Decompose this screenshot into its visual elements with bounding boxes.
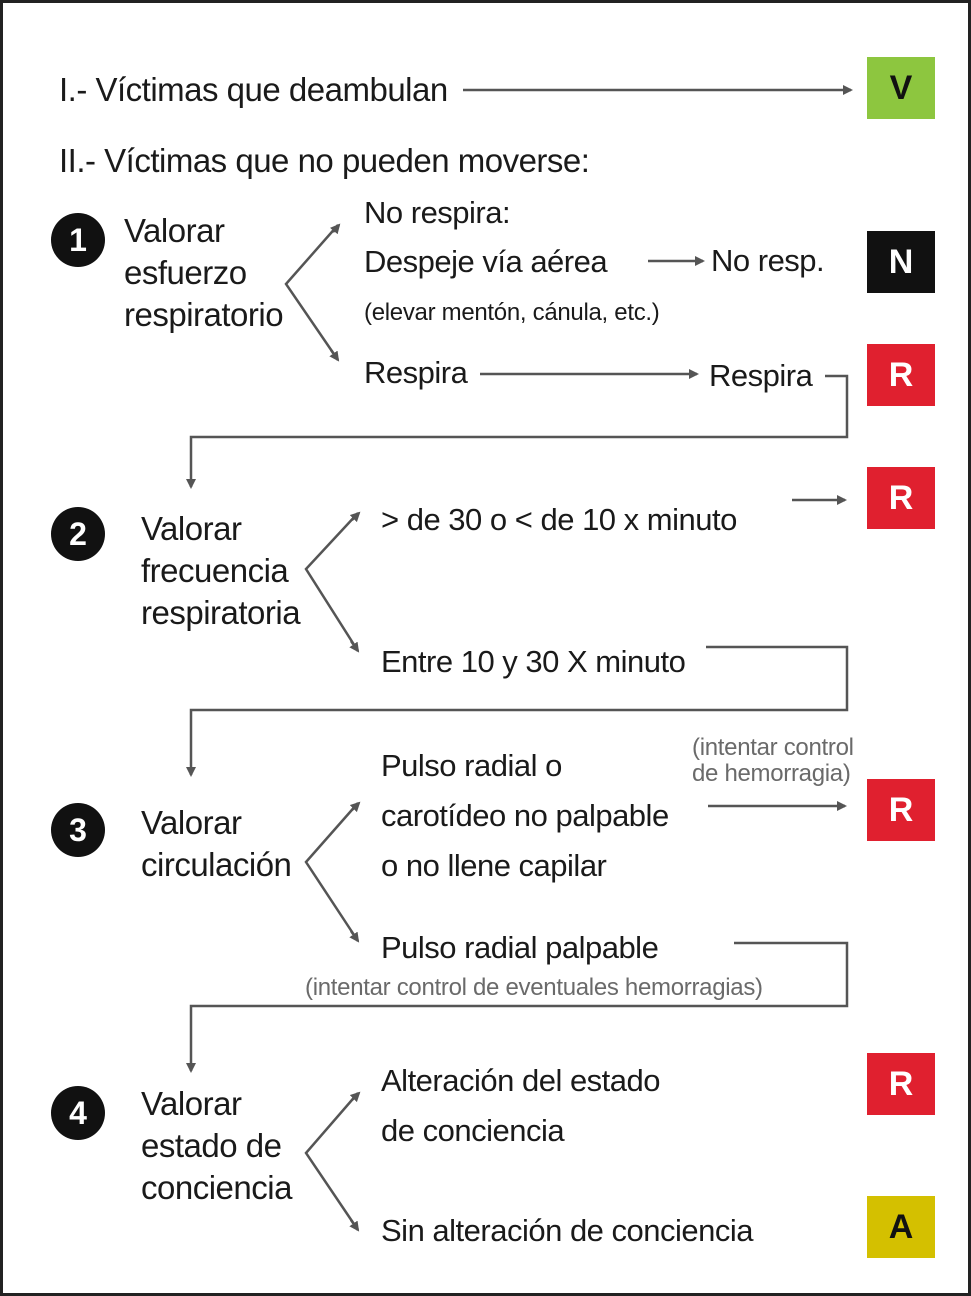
badge-red-r-4: R <box>867 1053 935 1115</box>
high-low-text: > de 30 o < de 10 x minuto <box>381 502 737 537</box>
no-respira-text: No respira: <box>364 195 511 230</box>
badge-red-r-2: R <box>867 467 935 529</box>
arrow-head-down-1 <box>331 350 338 360</box>
no-pulse-text: Pulso radial o carotídeo no palpable o no llene capilar <box>381 748 669 883</box>
step-3-label: Valorar circulación <box>141 804 292 883</box>
step-1-number: 1 <box>51 213 105 267</box>
step-2-number: 2 <box>51 507 105 561</box>
not-altered-text: Sin alteración de conciencia <box>381 1213 754 1248</box>
step-4-label: Valorar estado de conciencia <box>141 1085 292 1206</box>
between-text: Entre 10 y 30 X minuto <box>381 644 686 679</box>
step-1-label: Valorar esfuerzo respiratorio <box>124 212 284 333</box>
pulse-text: Pulso radial palpable <box>381 930 659 965</box>
branch-step2 <box>306 513 358 651</box>
section-1-heading: I.- Víctimas que deambulan <box>59 71 448 108</box>
section-2-heading: II.- Víctimas que no pueden moverse: <box>59 142 590 179</box>
badge-green-v: V <box>867 57 935 119</box>
step-3-number: 3 <box>51 803 105 857</box>
control-note-2: (intentar control de eventuales hemorragias) <box>305 974 763 1001</box>
control-note: (intentar control de hemorragia) <box>692 734 854 787</box>
step-4-number: 4 <box>51 1086 105 1140</box>
branch-step3 <box>306 803 358 941</box>
altered-text: Alteración del estado de conciencia <box>381 1063 661 1148</box>
respira-text: Respira <box>364 355 468 390</box>
elevar-note: (elevar mentón, cánula, etc.) <box>364 299 660 326</box>
badge-black-n: N <box>867 231 935 293</box>
no-resp-text: No resp. <box>711 243 825 278</box>
badge-red-r-3: R <box>867 779 935 841</box>
despeje-text: Despeje vía aérea <box>364 244 608 279</box>
badge-red-r-1: R <box>867 344 935 406</box>
branch-step4 <box>306 1093 358 1230</box>
branch-step1 <box>286 225 338 360</box>
badge-yellow-a: A <box>867 1196 935 1258</box>
respira-result-text: Respira <box>709 358 813 393</box>
step-2-label: Valorar frecuencia respiratoria <box>141 510 301 631</box>
